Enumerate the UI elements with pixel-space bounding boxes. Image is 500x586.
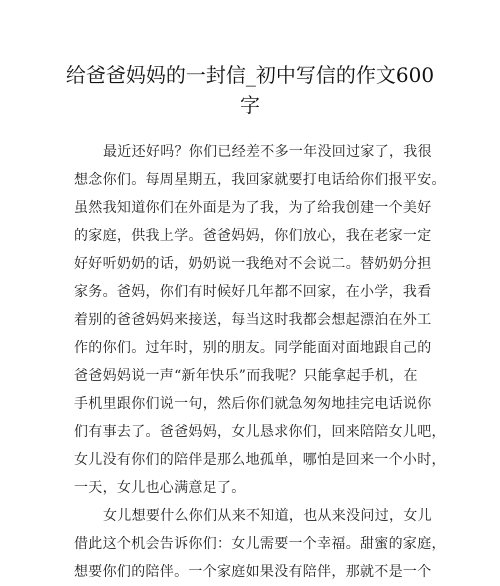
body-line: 好好听奶奶的话，奶奶说一我绝对不会说二。替奶奶分担: [74, 256, 432, 272]
body-line: 爸爸妈妈说一声“新年快乐”而我呢？只能拿起手机，在: [74, 368, 418, 384]
body-line: 手机里跟你们说一句，然后你们就急匆匆地挂完电话说你: [74, 396, 432, 412]
body-line: 们有事去了。爸爸妈妈，女儿恳求你们，回来陪陪女儿吧，: [74, 424, 446, 440]
document-title: [60, 60, 440, 120]
body-line: 女儿没有你们的陪伴是那么地孤单，哪怕是回来一个小时，: [74, 452, 446, 468]
title-line-1: 给爸爸妈妈的一封信_初中写信的作文600: [65, 63, 435, 87]
body-line: 的家庭，供我上学。爸爸妈妈，你们放心，我在老家一定: [74, 228, 432, 244]
body-line: 一天，女儿也心满意足了。: [74, 480, 246, 496]
title-line-2: 字: [240, 93, 260, 117]
body-line: 女儿想要什么你们从来不知道，也从来没问过，女儿: [103, 508, 432, 524]
body-line: 借此这个机会告诉你们：女儿需要一个幸福。甜蜜的家庭，: [74, 536, 446, 552]
body-line: 想念你们。每周星期五，我回家就要打电话给你们报平安。: [74, 172, 446, 188]
body-line: 着别的爸爸妈妈来接送，每当这时我都会想起漂泊在外工: [74, 312, 432, 328]
body-line: 想要你们的陪伴。一个家庭如果没有陪伴，那就不是一个: [74, 564, 432, 580]
body-line: 家务。爸妈，你们有时候好几年都不回家，在小学，我看: [74, 284, 432, 300]
body-line: 虽然我知道你们在外面是为了我，为了给我创建一个美好: [74, 200, 432, 216]
body-line: 作的你们。过年时，别的朋友。同学能面对面地跟自己的: [74, 340, 432, 356]
body-line: 最近还好吗？你们已经差不多一年没回过家了，我很: [103, 144, 432, 160]
